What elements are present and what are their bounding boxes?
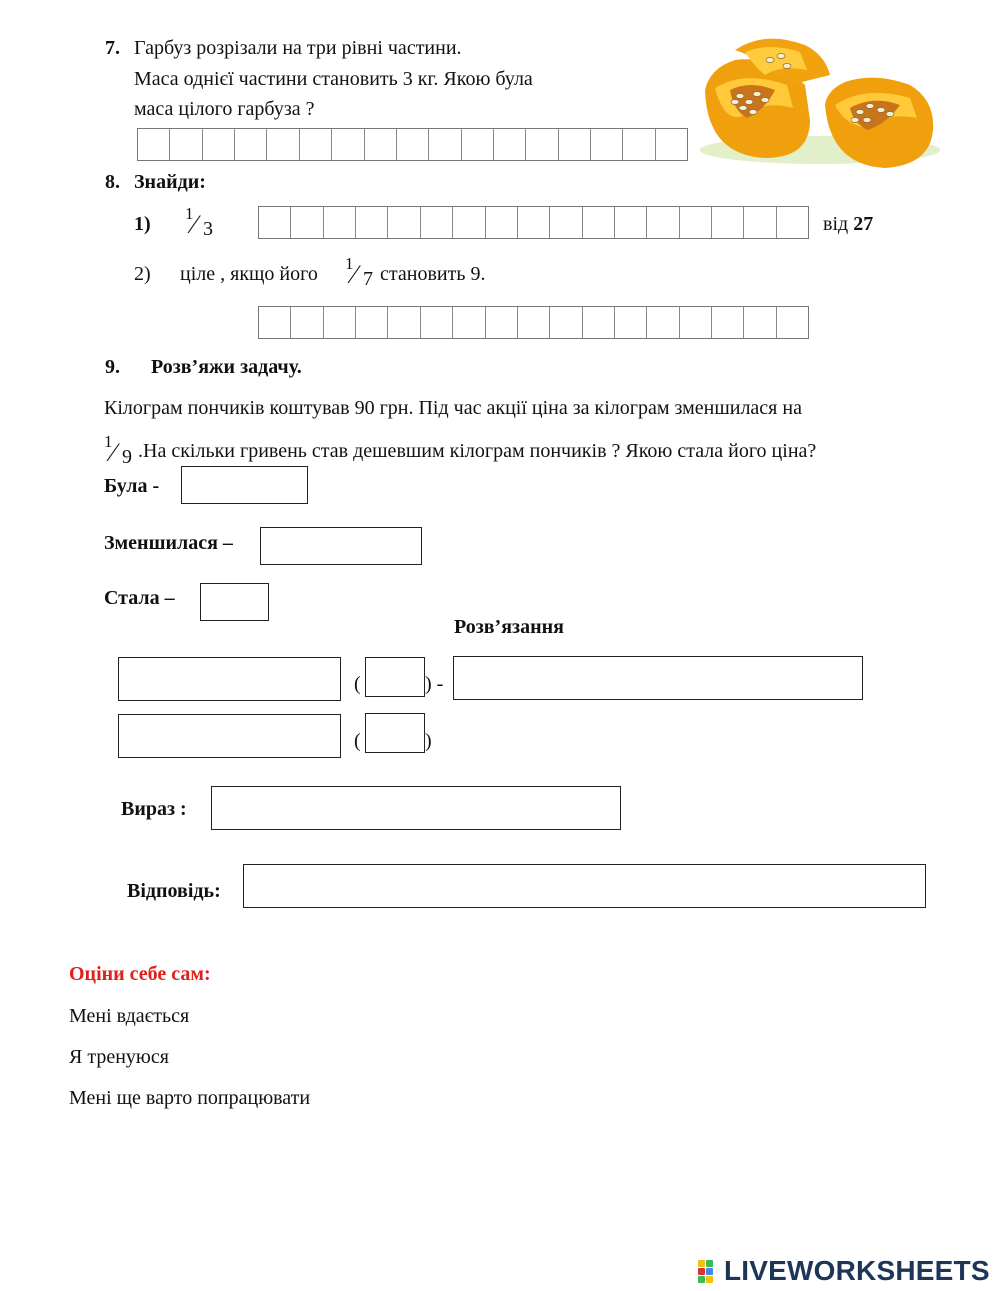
task8-item1-answer-cells[interactable] xyxy=(258,206,809,239)
task8-item2-post: становить 9. xyxy=(380,263,486,285)
task8-item1-suffix xyxy=(823,213,873,236)
liveworksheets-logo-icon xyxy=(698,1260,720,1284)
task8-item2-answer-cells[interactable] xyxy=(258,306,809,339)
paren-open: ( xyxy=(354,730,361,752)
task9-text2: .На скільки гривень став дешевшим кілограм пончиків ? Якою стала його ціна? xyxy=(138,440,817,462)
answer-input[interactable] xyxy=(243,864,926,908)
task8-item1-suffix-pre: від xyxy=(823,213,854,235)
task8-title: Знайди: xyxy=(134,171,206,193)
task8-item2-pre: ціле , якщо його xyxy=(180,263,318,285)
solution-step1-action[interactable] xyxy=(118,657,341,701)
task7-line3: маса цілого гарбуза ? xyxy=(134,98,315,120)
self-assessment-item: Мені ще варто попрацювати xyxy=(69,1087,311,1109)
paren-close-dash: ) - xyxy=(425,673,444,695)
task8-number: 8. xyxy=(105,171,120,193)
fraction-numerator: 1 xyxy=(345,254,354,273)
task9-number: 9. xyxy=(105,356,120,378)
paren-open: ( xyxy=(354,673,361,695)
was-label: Була - xyxy=(104,475,160,497)
solution-step2-unit[interactable] xyxy=(365,713,425,753)
was-input[interactable] xyxy=(181,466,308,504)
task7-line1: Гарбуз розрізали на три рівні частини. xyxy=(134,37,462,59)
self-assessment-item: Я тренуюся xyxy=(69,1046,169,1068)
decreased-input[interactable] xyxy=(260,527,422,565)
became-label: Стала – xyxy=(104,587,175,609)
expression-label: Вираз : xyxy=(121,798,187,820)
solution-step1-unit[interactable] xyxy=(365,657,425,697)
answer-label: Відповідь: xyxy=(127,880,221,902)
solution-step1-explanation[interactable] xyxy=(453,656,863,700)
liveworksheets-logo[interactable]: LIVEWORKSHEETS xyxy=(724,1255,990,1286)
solution-step2-action[interactable] xyxy=(118,714,341,758)
fraction-numerator: 1 xyxy=(185,204,194,223)
self-assessment-title: Оціни себе сам: xyxy=(69,963,211,985)
task8-item2-label: 2) xyxy=(134,263,151,285)
task8-item1-label: 1) xyxy=(134,213,151,235)
task7-line2: Маса однієї частини становить 3 кг. Якою була xyxy=(134,68,533,90)
task7-answer-cells[interactable] xyxy=(137,128,688,161)
task7-number: 7. xyxy=(105,37,120,59)
paren-close: ) xyxy=(425,730,432,752)
solution-title: Розв’язання xyxy=(454,616,564,638)
task9-title: Розв’яжи задачу. xyxy=(151,356,302,378)
task9-text1: Кілограм пончиків коштував 90 грн. Під час акції ціна за кілограм зменшилася на xyxy=(104,397,802,419)
fraction-denominator: 3 xyxy=(203,218,213,240)
became-input[interactable] xyxy=(200,583,269,621)
fraction-denominator: 9 xyxy=(122,446,132,468)
self-assessment-item: Мені вдається xyxy=(69,1005,190,1027)
fraction-denominator: 7 xyxy=(363,268,373,290)
fraction-numerator: 1 xyxy=(104,432,113,451)
decreased-label: Зменшилася – xyxy=(104,532,233,554)
task8-item1-suffix-value: 27 xyxy=(853,213,874,235)
pumpkin-slices-image xyxy=(695,30,945,170)
expression-input[interactable] xyxy=(211,786,621,830)
